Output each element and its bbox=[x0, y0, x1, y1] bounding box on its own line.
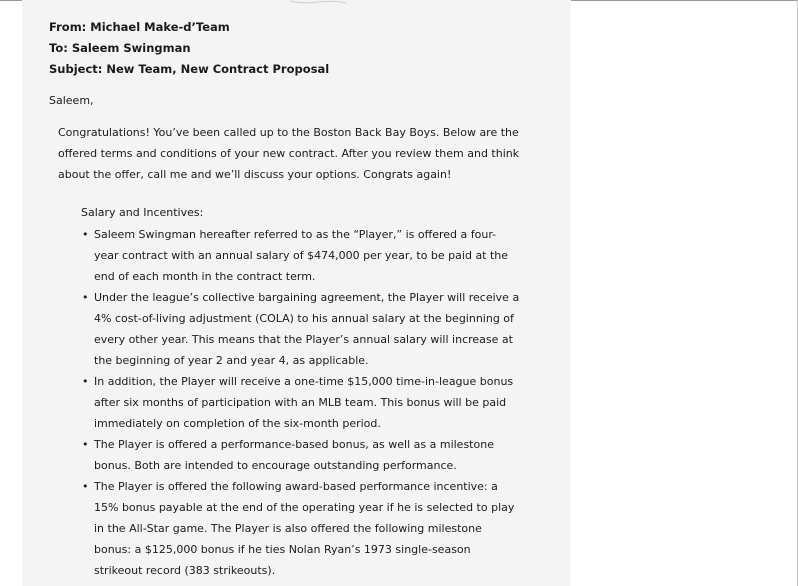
list-item-text: The Player is offered a performance-based bonus, as well as a milestone bonus. Both are intended to encourage outstanding performance. bbox=[94, 438, 494, 472]
bullet-icon: • bbox=[82, 438, 89, 451]
list-item bbox=[80, 224, 520, 287]
terms-list bbox=[80, 224, 520, 581]
intro-paragraph: Congratulations! You’ve been called up to the Boston Back Bay Boys. Below are the offered terms and conditions of your new contract. After you review them and think about the offer, call me and we’ll discuss your options. Congrats again! bbox=[58, 126, 520, 181]
list-item bbox=[80, 476, 520, 581]
list-item-text: Under the league’s collective bargaining agreement, the Player will receive a 4% cost-of-living adjustment (COLA) to his annual salary at the beginning of every other year. This means that the Player’s annual salary will increase at the beginning of year 2 and year 4, as applicable. bbox=[94, 291, 520, 367]
email-subject: Subject: New Team, New Contract Proposal bbox=[49, 62, 330, 76]
list-item-text: Saleem Swingman hereafter referred to as the “Player,” is offered a four-year contract with an annual salary of $474,000 per year, to be paid at the end of each month in the contract term. bbox=[94, 228, 509, 283]
decorative-flourish bbox=[288, 0, 348, 4]
bullet-icon: • bbox=[82, 291, 89, 304]
email-to: To: Saleem Swingman bbox=[49, 41, 191, 55]
greeting: Saleem, bbox=[49, 94, 94, 107]
list-item bbox=[80, 371, 520, 434]
bullet-icon: • bbox=[82, 375, 89, 388]
section-title: Salary and Incentives: bbox=[81, 206, 204, 219]
list-item-text: In addition, the Player will receive a one-time $15,000 time-in-league bonus after six months of participation with an MLB team. This bonus will be paid immediately on completion of the six-month period. bbox=[94, 375, 514, 430]
document-page bbox=[22, 0, 571, 586]
bullet-icon: • bbox=[82, 228, 89, 241]
email-from: From: Michael Make-d’Team bbox=[49, 20, 230, 34]
list-item-text: The Player is offered the following award-based performance incentive: a 15% bonus payable at the end of the operating year if he is selected to play in the All-Star game. The Player is also offered the following milestone bonus: a $125,000 bonus if he ties Nolan Ryan’s 1973 single-season strikeout record (383 strikeouts). bbox=[94, 480, 515, 577]
list-item bbox=[80, 287, 520, 371]
list-item bbox=[80, 434, 520, 476]
bullet-icon: • bbox=[82, 480, 89, 493]
